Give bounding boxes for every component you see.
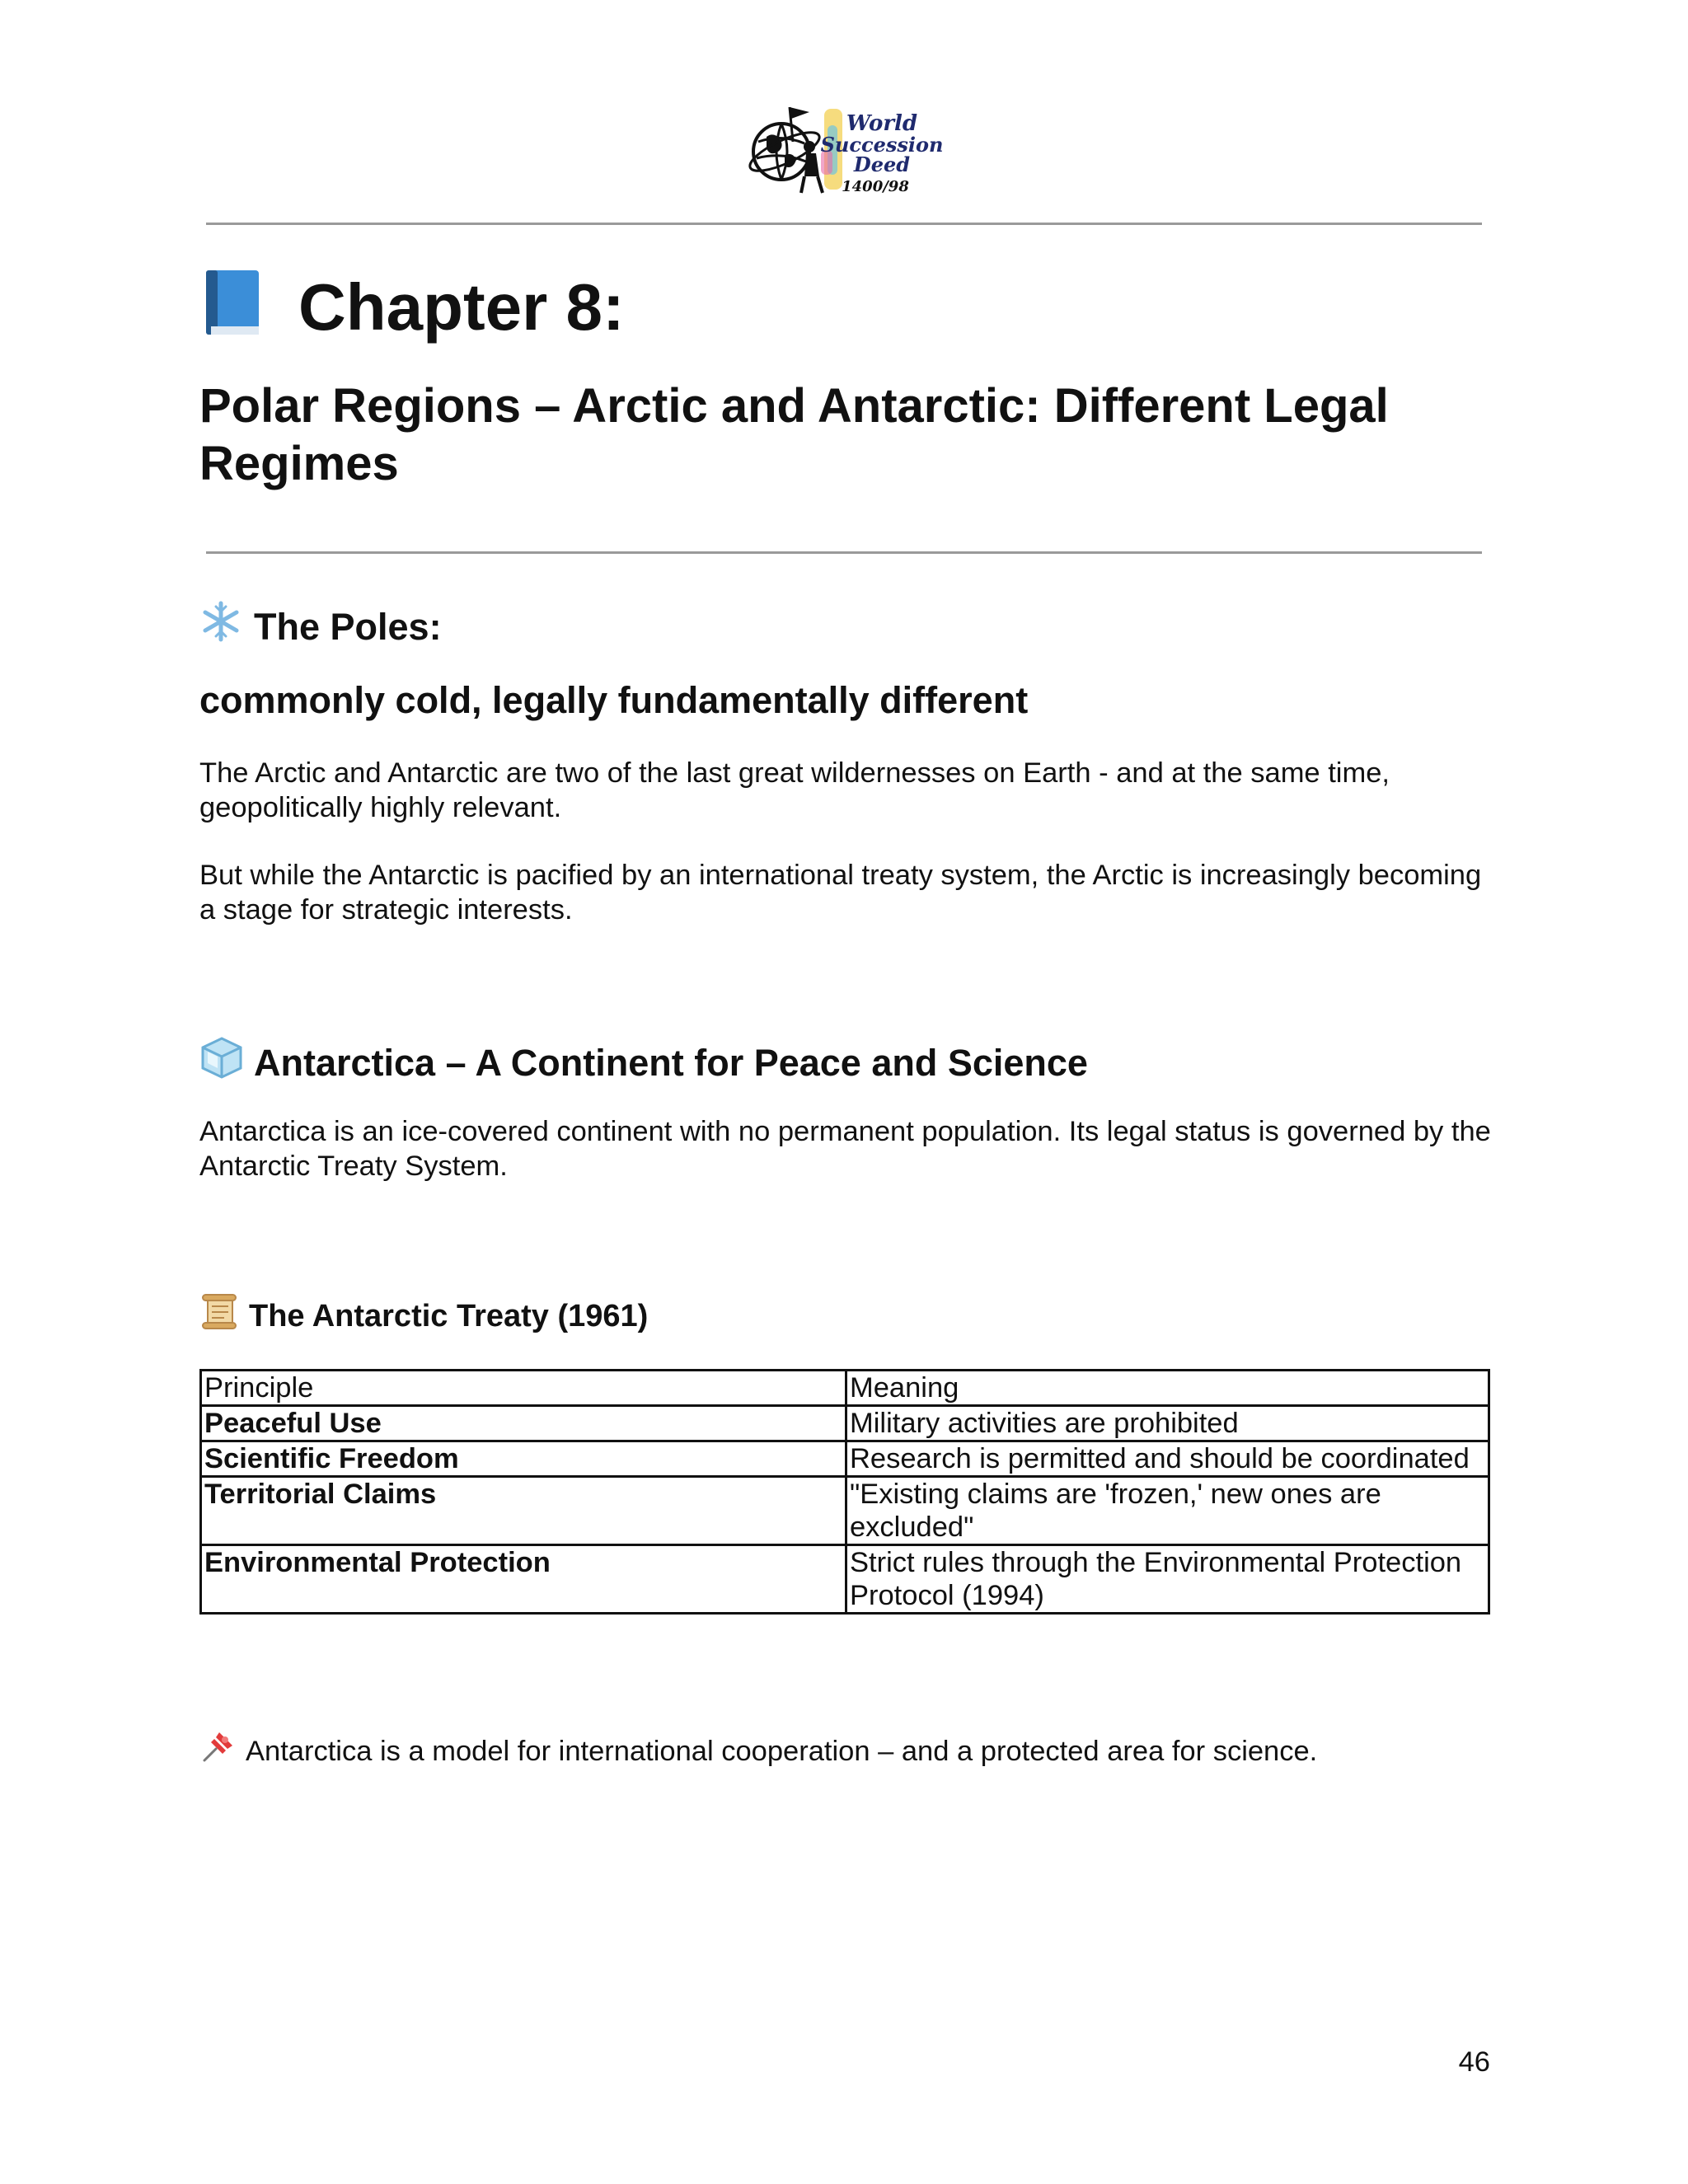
blue-book-icon [199,265,270,350]
ice-cube-icon [199,1035,254,1090]
chapter-title-text: Chapter 8: [298,270,625,344]
section-divider [206,551,1482,554]
scroll-icon [199,1291,249,1340]
antarctica-note [199,1729,1317,1774]
table-cell-principle: Scientific Freedom [201,1441,846,1477]
poles-paragraph-2: But while the Antarctic is pacified by an international treaty system, the Arctic is increasingly becoming a stage for strategic interests. [199,860,1482,926]
table-row [201,1545,1489,1614]
table-cell-meaning: Strict rules through the Environmental Protection Protocol (1994) [846,1545,1489,1614]
treaty-table [199,1369,1490,1615]
table-header-principle: Principle [201,1371,846,1406]
logo-text-deed: Deed [853,152,911,176]
table-header-meaning: Meaning [846,1371,1489,1406]
treaty-heading [199,1291,648,1340]
table-row [201,1441,1489,1477]
header-divider [206,223,1482,225]
logo-text-world: World [846,111,918,136]
poles-heading-text: The Poles: [254,605,442,648]
table-row [201,1406,1489,1441]
antarctica-heading [199,1035,1088,1090]
poles-paragraph-1: The Arctic and Antarctic are two of the last great wildernesses on Earth - and at the same time, geopolitically highly relevant. [199,757,1390,823]
pushpin-icon [199,1729,246,1774]
poles-heading [199,600,442,654]
poles-subheading: commonly cold, legally fundamentally different [199,679,1029,721]
logo-text-succession: Succession [820,133,944,157]
logo-graphic [742,101,944,198]
table-cell-meaning: Military activities are prohibited [846,1406,1489,1441]
table-row [201,1477,1489,1545]
page-number: 46 [1458,2046,1490,2078]
antarctica-paragraph: Antarctica is an ice-covered continent with no permanent population. Its legal status is governed by the Antarctic Treaty System. [199,1116,1491,1182]
chapter-subtitle: Polar Regions – Arctic and Antarctic: Different Legal Regimes [199,379,1389,490]
antarctica-heading-text: Antarctica – A Continent for Peace and Science [254,1041,1088,1084]
table-header-row [201,1371,1489,1406]
table-cell-principle: Territorial Claims [201,1477,846,1545]
table-cell-meaning: Research is permitted and should be coordinated [846,1441,1489,1477]
antarctica-note-text: Antarctica is a model for international cooperation – and a protected area for science. [246,1736,1318,1767]
table-cell-principle: Peaceful Use [201,1406,846,1441]
snowflake-icon [199,600,254,654]
table-cell-meaning: "Existing claims are 'frozen,' new ones are excluded" [846,1477,1489,1545]
logo-text-year: 1400/98 [842,178,909,195]
chapter-title [199,262,625,353]
table-cell-principle: Environmental Protection [201,1545,846,1614]
world-succession-deed-logo [742,101,944,198]
treaty-heading-text: The Antarctic Treaty (1961) [249,1298,649,1333]
